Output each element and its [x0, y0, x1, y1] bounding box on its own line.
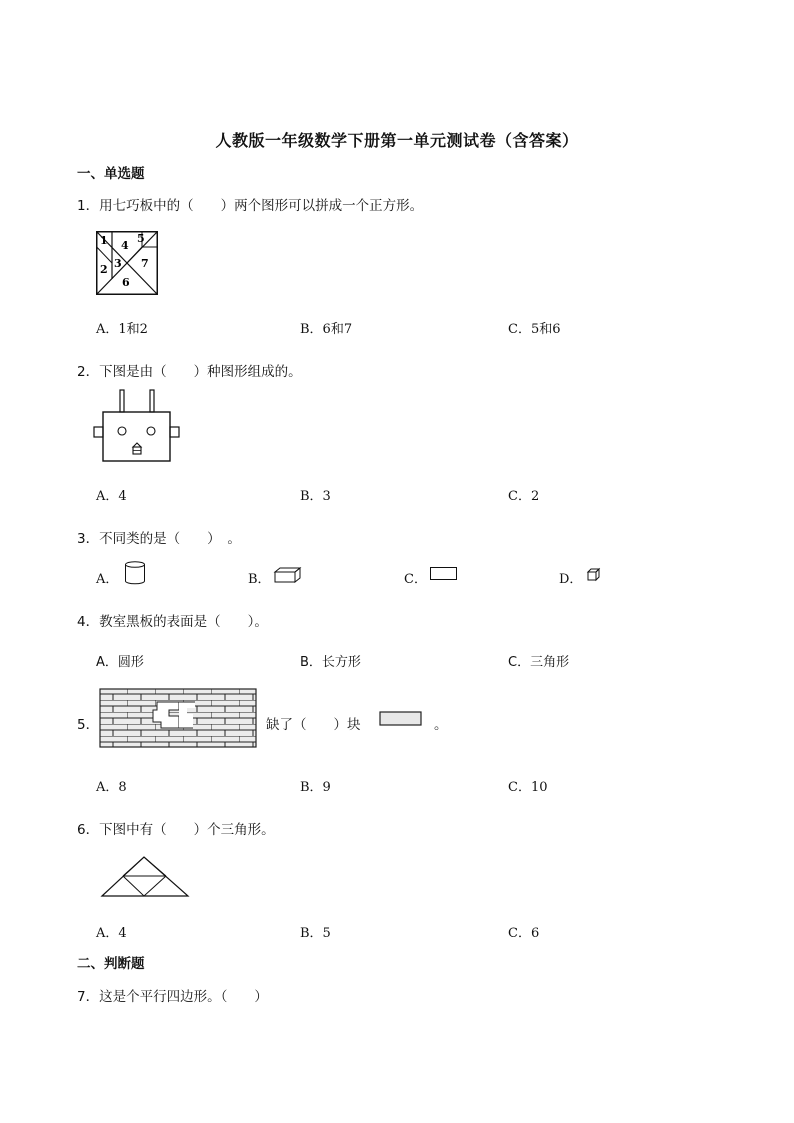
question-4-option-c[interactable]: C．三角形: [508, 655, 570, 670]
section-heading-single-choice: 一、单选题: [77, 166, 145, 182]
section-heading-true-false: 二、判断题: [77, 956, 145, 972]
question-2-text: 2．下图是由（ ）种图形组成的。: [77, 364, 302, 380]
question-5-end: 。: [434, 717, 448, 733]
question-4-option-b[interactable]: B．长方形: [300, 655, 361, 670]
question-1-option-c[interactable]: C．5和6: [508, 322, 561, 337]
question-2-option-a[interactable]: A．4: [96, 489, 127, 504]
robot-shape-figure: [93, 390, 183, 462]
question-3-option-d[interactable]: D．: [559, 572, 583, 587]
question-2-option-b[interactable]: B．3: [300, 489, 331, 504]
question-3-option-a[interactable]: A．: [96, 572, 119, 587]
question-1-option-b[interactable]: B．6和7: [300, 322, 353, 337]
rectangle-icon: [430, 567, 458, 581]
question-6-option-c[interactable]: C．6: [508, 926, 540, 941]
cube-icon: [587, 568, 601, 581]
triangle-count-figure: [101, 856, 189, 898]
question-3-option-b[interactable]: B．: [248, 572, 271, 587]
tangram-label-2: 2: [100, 263, 108, 276]
cylinder-icon: [124, 561, 146, 585]
question-3-text: 3．不同类的是（ ） 。: [77, 531, 241, 547]
question-7-text: 7．这是个平行四边形。（ ）: [77, 989, 268, 1005]
tangram-label-3: 3: [114, 257, 122, 270]
tangram-label-5: 5: [137, 232, 145, 245]
question-5-text: 缺了（ ）块: [266, 717, 361, 733]
question-1-text: 1．用七巧板中的（ ）两个图形可以拼成一个正方形。: [77, 198, 424, 214]
single-brick-icon: [379, 711, 423, 727]
question-1-option-a[interactable]: A．1和2: [96, 322, 148, 337]
question-4-option-a[interactable]: A．圆形: [96, 655, 144, 670]
cuboid-icon: [274, 567, 302, 583]
tangram-label-6: 6: [122, 276, 130, 289]
tangram-figure: [96, 231, 158, 295]
question-3-option-c[interactable]: C．: [404, 572, 427, 587]
question-2-option-c[interactable]: C．2: [508, 489, 540, 504]
question-6-text: 6．下图中有（ ）个三角形。: [77, 822, 275, 838]
question-5-option-b[interactable]: B．9: [300, 780, 331, 795]
page-title: 人教版一年级数学下册第一单元测试卷（含答案）: [215, 131, 579, 150]
question-5-number: 5．: [77, 717, 100, 733]
question-6-option-a[interactable]: A．4: [96, 926, 127, 941]
question-5-option-a[interactable]: A．8: [96, 780, 127, 795]
brick-wall-figure: [99, 688, 257, 748]
question-4-text: 4．教室黑板的表面是（ ）。: [77, 614, 268, 630]
question-5-option-c[interactable]: C．10: [508, 780, 548, 795]
question-6-option-b[interactable]: B．5: [300, 926, 331, 941]
tangram-label-7: 7: [141, 257, 149, 270]
tangram-label-4: 4: [121, 239, 129, 252]
tangram-label-1: 1: [100, 234, 108, 247]
